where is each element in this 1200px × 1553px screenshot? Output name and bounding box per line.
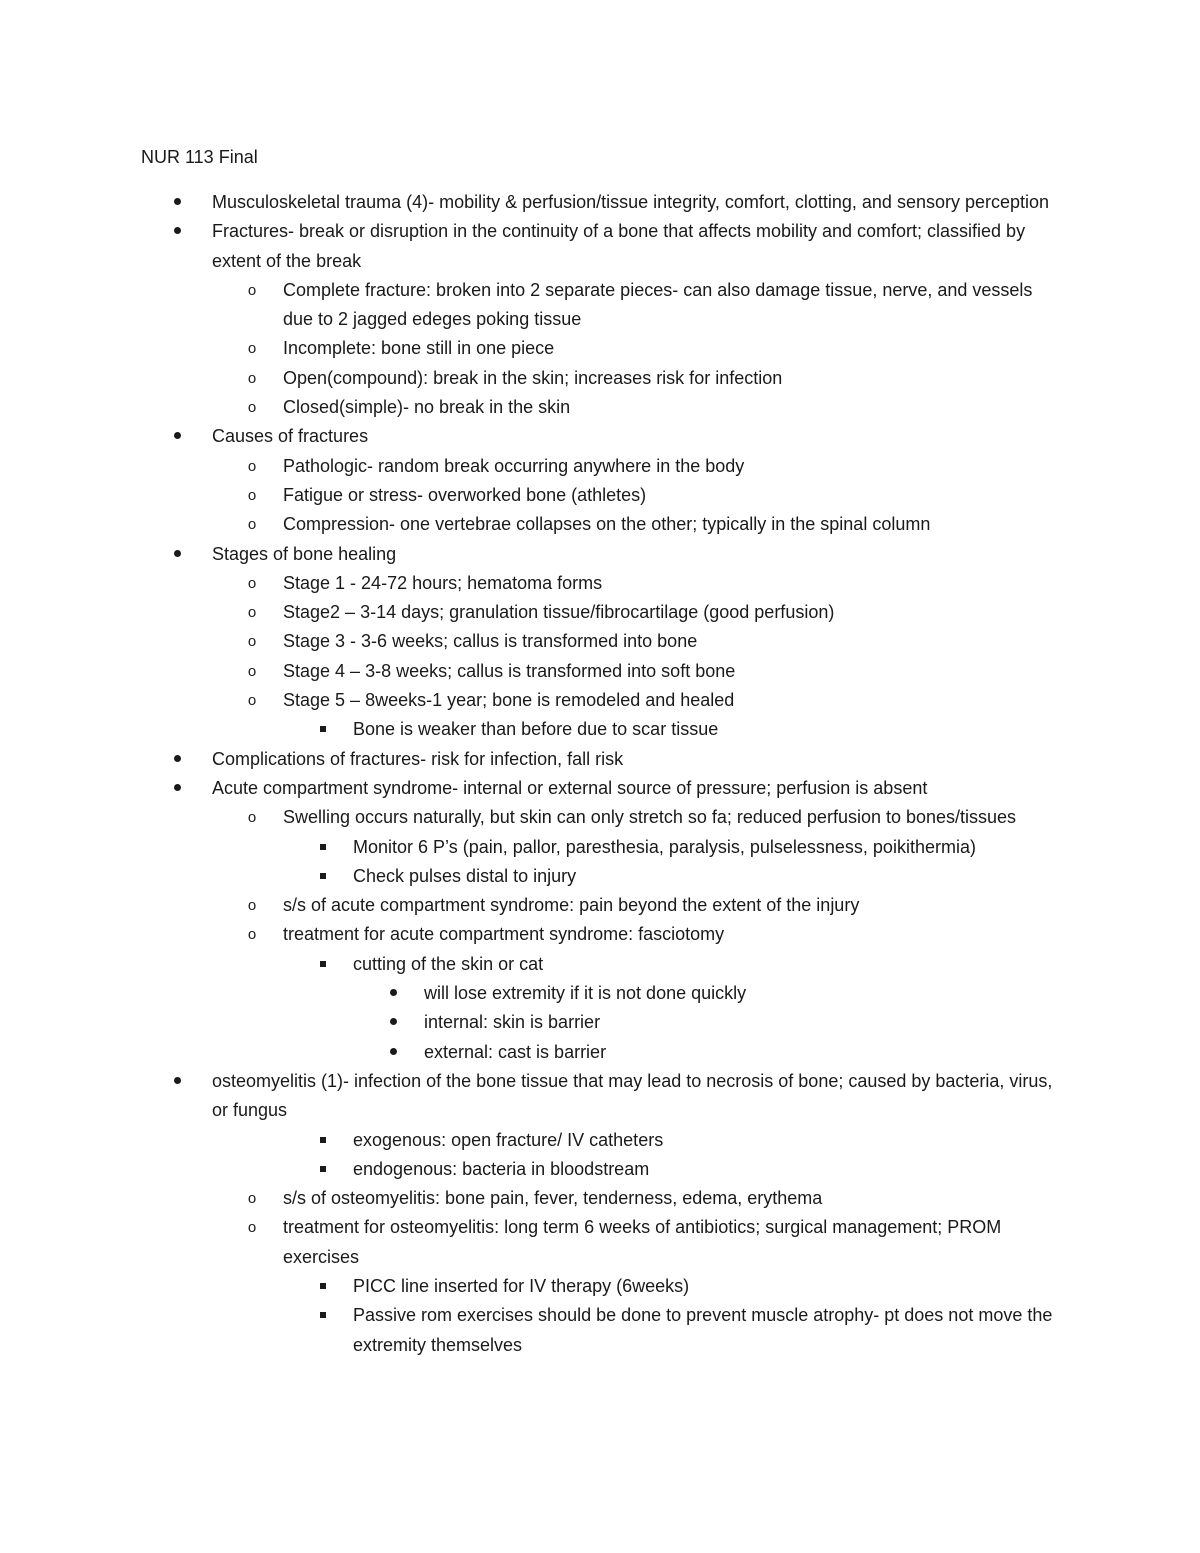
bullet-circle-icon: o	[247, 399, 257, 417]
list-item	[0, 1008, 1044, 1037]
list-item-text: s/s of osteomyelitis: bone pain, fever, tenderness, edema, erythema	[283, 1188, 823, 1209]
list-item	[0, 422, 1062, 451]
list-item	[0, 950, 1053, 979]
list-item	[0, 745, 1062, 774]
list-item-text: Closed(simple)- no break in the skin	[283, 397, 571, 418]
list-item-text: s/s of acute compartment syndrome: pain beyond the extent of the injury	[283, 895, 860, 916]
bullet-circle-icon: o	[247, 574, 257, 592]
list-item-text: Stages of bone healing	[212, 543, 397, 564]
list-item-text: will lose extremity if it is not done quickly	[424, 983, 747, 1004]
notes-list	[0, 188, 1200, 1360]
list-item-text: Check pulses distal to injury	[353, 865, 577, 886]
bullet-circle-icon: o	[247, 1219, 257, 1237]
bullet-circle-icon: o	[247, 604, 257, 622]
list-item-text: Stage2 – 3-14 days; granulation tissue/fibrocartilage (good perfusion)	[283, 602, 835, 623]
list-item	[0, 979, 1044, 1008]
list-item	[0, 774, 1062, 803]
list-item-text: Complications of fractures- risk for infection, fall risk	[212, 748, 624, 769]
list-item-text: Swelling occurs naturally, but skin can only stretch so fa; reduced perfusion to bones/tissues	[283, 807, 1017, 828]
list-item	[0, 1301, 1053, 1360]
list-item-text: Stage 4 – 3-8 weeks; callus is transformed into soft bone	[283, 660, 736, 681]
list-item-text: Stage 5 – 8weeks-1 year; bone is remodeled and healed	[283, 690, 735, 711]
list-item-text: osteomyelitis (1)- infection of the bone tissue that may lead to necrosis of bone; caused by bacteria, virus, or fungus	[212, 1070, 1053, 1121]
list-item	[0, 1272, 1053, 1301]
bullet-circle-icon: o	[247, 369, 257, 387]
bullet-circle-icon: o	[247, 486, 257, 504]
list-item-text: Acute compartment syndrome- internal or external source of pressure; perfusion is absent	[212, 777, 928, 798]
list-item	[0, 481, 1043, 510]
list-item	[0, 920, 1043, 949]
list-item	[0, 1184, 1043, 1213]
bullet-circle-icon: o	[247, 897, 257, 915]
list-item	[0, 393, 1043, 422]
list-item	[0, 364, 1043, 393]
list-item	[0, 1126, 1053, 1155]
list-item-text: cutting of the skin or cat	[353, 953, 544, 974]
list-item	[0, 452, 1043, 481]
list-item-text: treatment for acute compartment syndrome: fasciotomy	[283, 924, 725, 945]
list-item	[0, 686, 1043, 715]
bullet-circle-icon: o	[247, 1190, 257, 1208]
list-item-text: Complete fracture: broken into 2 separate pieces- can also damage tissue, nerve, and vessels due to 2 jagged edeges poking tissue	[283, 279, 1033, 330]
list-item	[0, 803, 1043, 832]
list-item-text: external: cast is barrier	[424, 1041, 607, 1062]
list-item	[0, 862, 1053, 891]
document-title: NUR 113 Final	[141, 147, 258, 167]
bullet-circle-icon: o	[247, 926, 257, 944]
list-item	[0, 334, 1043, 363]
list-item-text: Open(compound): break in the skin; increases risk for infection	[283, 367, 783, 388]
list-item	[0, 569, 1043, 598]
list-item-text: PICC line inserted for IV therapy (6weeks)	[353, 1275, 690, 1296]
list-item	[0, 1213, 1043, 1272]
bullet-circle-icon: o	[247, 662, 257, 680]
list-item-text: Monitor 6 P’s (pain, pallor, paresthesia, paralysis, pulselessness, poikithermia)	[353, 836, 976, 857]
bullet-circle-icon: o	[247, 340, 257, 358]
list-item	[0, 657, 1043, 686]
list-item	[0, 276, 1043, 335]
list-item-text: Fractures- break or disruption in the continuity of a bone that affects mobility and comfort; classified by extent of the break	[212, 221, 1026, 271]
list-item-text: treatment for osteomyelitis: long term 6 weeks of antibiotics; surgical management; PROM exercises	[283, 1217, 1002, 1267]
bullet-circle-icon: o	[247, 692, 257, 710]
list-item-text: Pathologic- random break occurring anywhere in the body	[283, 455, 745, 476]
bullet-circle-icon: o	[247, 457, 257, 475]
list-item	[0, 598, 1043, 627]
list-item-text: Incomplete: bone still in one piece	[283, 338, 555, 359]
list-item-text: Musculoskeletal trauma (4)- mobility & perfusion/tissue integrity, comfort, clotting, and sensory perception	[212, 192, 1050, 212]
list-item-text: Fatigue or stress- overworked bone (athletes)	[283, 484, 647, 505]
list-item	[0, 1155, 1053, 1184]
list-item	[0, 833, 1053, 862]
list-item-text: Stage 3 - 3-6 weeks; callus is transformed into bone	[283, 631, 698, 652]
list-item	[0, 715, 1053, 744]
list-item-text: Causes of fractures	[212, 426, 369, 447]
list-item-text: internal: skin is barrier	[424, 1012, 601, 1033]
list-item	[0, 540, 1062, 569]
list-item	[0, 891, 1043, 920]
list-item-text: Passive rom exercises should be done to prevent muscle atrophy- pt does not move the extremity themselves	[353, 1305, 1053, 1355]
list-item-text: Stage 1 - 24-72 hours; hematoma forms	[283, 572, 603, 593]
list-item	[0, 1067, 1062, 1126]
list-item-text: Compression- one vertebrae collapses on the other; typically in the spinal column	[283, 514, 931, 535]
bullet-circle-icon: o	[247, 281, 257, 299]
list-item-text: Bone is weaker than before due to scar tissue	[353, 719, 719, 740]
list-item	[0, 217, 1062, 276]
list-item	[0, 510, 1043, 539]
list-item	[0, 1038, 1044, 1067]
bullet-circle-icon: o	[247, 516, 257, 534]
list-item-text: exogenous: open fracture/ IV catheters	[353, 1129, 664, 1150]
list-item	[0, 188, 1062, 217]
list-item	[0, 627, 1043, 656]
bullet-circle-icon: o	[247, 809, 257, 827]
list-item-text: endogenous: bacteria in bloodstream	[353, 1158, 650, 1179]
bullet-circle-icon: o	[247, 633, 257, 651]
